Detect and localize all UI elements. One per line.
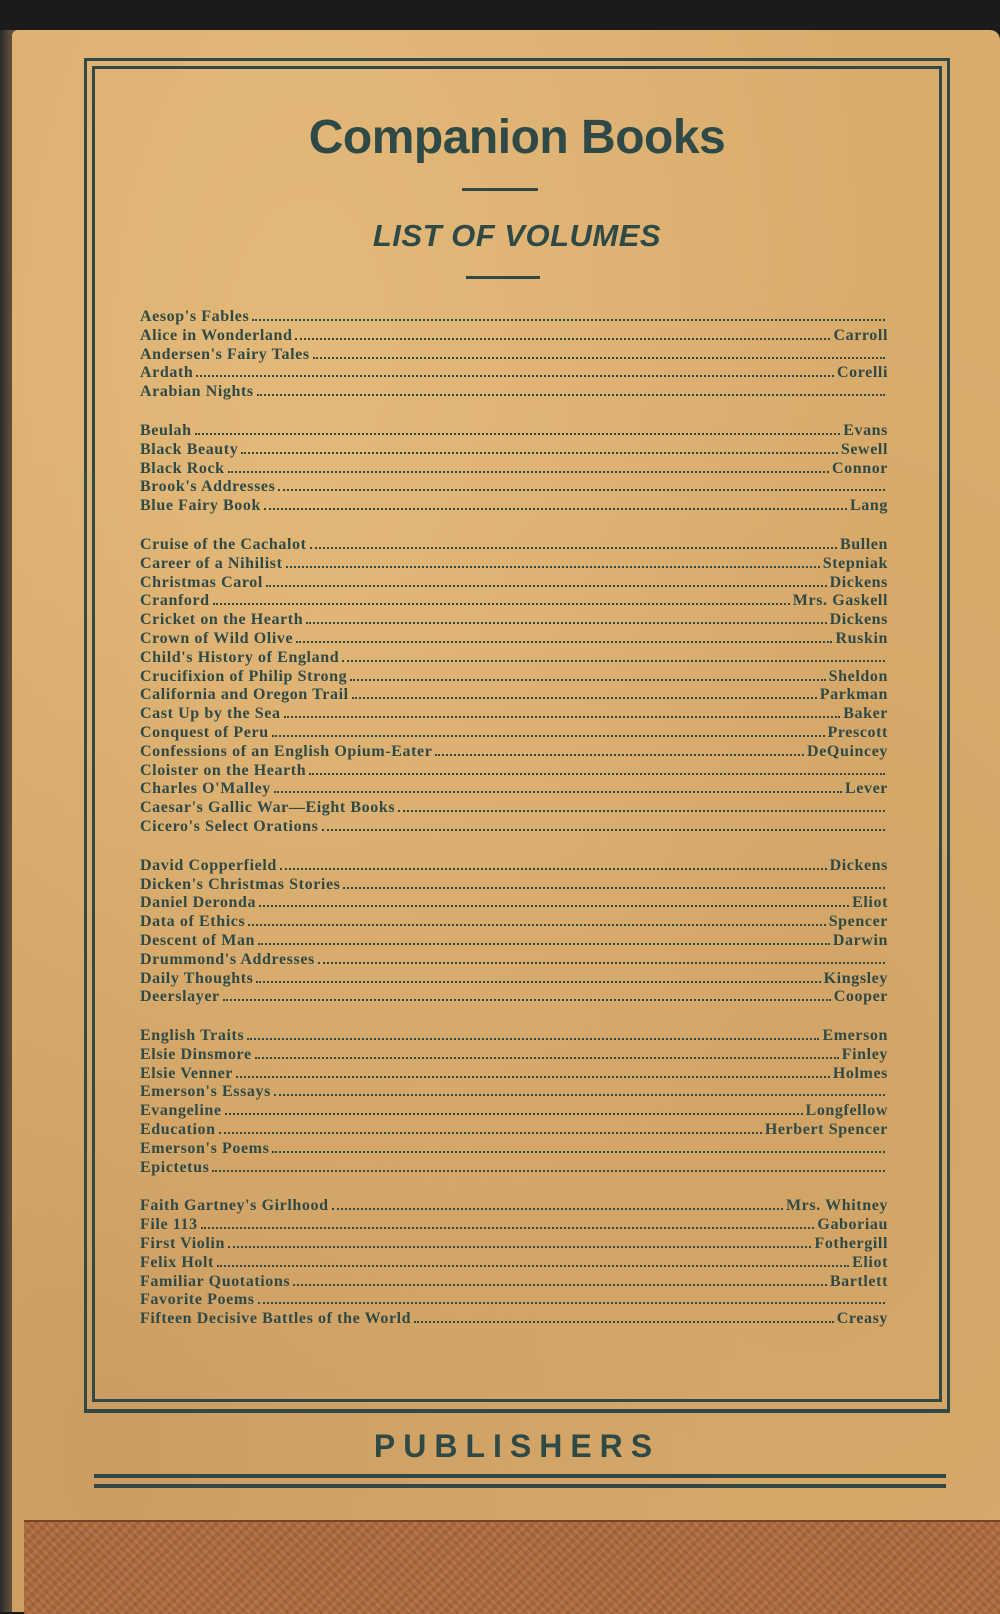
volume-author: Creasy	[836, 1310, 888, 1328]
volume-title: Education	[140, 1121, 216, 1139]
volume-title: File 113	[140, 1216, 198, 1234]
volume-title: Christmas Carol	[140, 573, 263, 591]
list-item	[140, 857, 888, 876]
list-item	[140, 327, 888, 346]
dot-leader	[352, 697, 817, 699]
list-item	[140, 460, 888, 479]
volume-author: DeQuincey	[807, 742, 888, 760]
volume-title: Andersen's Fairy Tales	[140, 345, 310, 363]
volume-author: Mrs. Whitney	[785, 1197, 888, 1215]
volume-title: Crown of Wild Olive	[140, 629, 294, 647]
volume-title: Cranford	[140, 592, 210, 610]
volume-title: Deerslayer	[140, 988, 220, 1006]
list-item	[140, 383, 888, 402]
list-item	[140, 574, 888, 593]
volume-author: Kingsley	[823, 969, 888, 987]
list-item	[140, 308, 888, 327]
dot-leader	[398, 810, 885, 812]
volume-list	[140, 308, 888, 1349]
volume-title: David Copperfield	[140, 856, 277, 874]
volume-author: Sewell	[840, 440, 888, 458]
list-item	[140, 1065, 888, 1084]
dot-leader	[217, 1265, 849, 1267]
list-item	[140, 988, 888, 1007]
volume-title: Caesar's Gallic War—Eight Books	[140, 799, 396, 817]
volume-title: Black Rock	[140, 459, 225, 477]
volume-title: Daniel Deronda	[140, 894, 257, 912]
list-item	[140, 951, 888, 970]
dot-leader	[223, 999, 831, 1001]
volume-title: Cricket on the Hearth	[140, 611, 304, 629]
volume-author: Holmes	[832, 1064, 888, 1082]
volume-title: Emerson's Essays	[140, 1083, 271, 1101]
dot-leader	[272, 1151, 885, 1153]
dot-leader	[195, 433, 841, 435]
dot-leader	[236, 1076, 830, 1078]
list-item	[140, 1046, 888, 1065]
dot-leader	[274, 791, 842, 793]
publishers-label: PUBLISHERS	[373, 1428, 661, 1464]
list-item	[140, 592, 888, 611]
dot-leader	[266, 585, 827, 587]
dot-leader	[196, 375, 834, 377]
volume-author: Bullen	[839, 535, 888, 553]
list-subtitle: LIST OF VOLUMES	[372, 218, 662, 253]
list-item	[140, 611, 888, 630]
list-item	[140, 1140, 888, 1159]
dot-leader	[228, 471, 829, 473]
volume-title: California and Oregon Trail	[140, 686, 349, 704]
volume-title: Elsie Venner	[140, 1064, 233, 1082]
volume-author: Dickens	[829, 856, 888, 874]
volume-title: Brook's Addresses	[140, 478, 276, 496]
dot-leader	[259, 905, 849, 907]
dot-leader	[278, 489, 885, 491]
volume-title: Cloister on the Hearth	[140, 761, 307, 779]
list-item	[140, 724, 888, 743]
volume-author: Eliot	[852, 1253, 888, 1271]
dot-leader	[225, 1113, 803, 1115]
list-item	[140, 1121, 888, 1140]
volume-group	[140, 308, 888, 402]
volume-author: Eliot	[852, 894, 888, 912]
dot-leader	[286, 566, 820, 568]
dot-leader	[332, 1208, 783, 1210]
list-item	[140, 668, 888, 687]
dot-leader	[272, 735, 825, 737]
volume-title: Cast Up by the Sea	[140, 705, 281, 723]
volume-title: Drummond's Addresses	[140, 950, 315, 968]
volume-author: Emerson	[822, 1027, 888, 1045]
volume-title: Daily Thoughts	[140, 969, 254, 987]
dot-leader	[228, 1246, 811, 1248]
volume-title: Arabian Nights	[140, 383, 254, 401]
volume-title: Data of Ethics	[140, 913, 246, 931]
dot-leader	[274, 1094, 885, 1096]
volume-title: Child's History of England	[140, 648, 340, 666]
volume-author: Corelli	[836, 364, 888, 382]
dot-leader	[264, 508, 847, 510]
volume-title: Beulah	[140, 421, 192, 439]
volume-author: Fothergill	[814, 1235, 888, 1253]
volume-author: Lang	[850, 497, 888, 515]
volume-title: Cicero's Select Orations	[140, 817, 319, 835]
volume-title: Emerson's Poems	[140, 1139, 270, 1157]
list-item	[140, 743, 888, 762]
volume-author: Spencer	[828, 913, 888, 931]
list-item	[140, 478, 888, 497]
volume-title: English Traits	[140, 1027, 245, 1045]
dot-leader	[247, 1038, 819, 1040]
volume-author: Evans	[843, 421, 888, 439]
dot-leader	[280, 868, 827, 870]
dot-leader	[350, 679, 825, 681]
volume-title: Faith Gartney's Girlhood	[140, 1197, 329, 1215]
dot-leader	[296, 641, 832, 643]
volume-author: Dickens	[829, 611, 888, 629]
list-item	[140, 932, 888, 951]
volume-title: Familiar Quotations	[140, 1272, 291, 1290]
volume-title: Cruise of the Cachalot	[140, 535, 307, 553]
dot-leader	[309, 773, 885, 775]
dot-leader	[255, 1057, 839, 1059]
volume-group	[140, 536, 888, 837]
list-item	[140, 1235, 888, 1254]
list-item	[140, 705, 888, 724]
volume-title: Epictetus	[140, 1158, 210, 1176]
volume-author: Dickens	[829, 573, 888, 591]
volume-title: Aesop's Fables	[140, 308, 250, 325]
volume-author: Darwin	[832, 931, 888, 949]
volume-group	[140, 857, 888, 1007]
list-item	[140, 686, 888, 705]
list-item	[140, 630, 888, 649]
list-item	[140, 1216, 888, 1235]
list-item	[140, 762, 888, 781]
volume-group	[140, 1197, 888, 1329]
volume-title: Felix Holt	[140, 1253, 214, 1271]
list-item	[140, 1197, 888, 1216]
volume-author: Stepniak	[822, 554, 888, 572]
footer-rule-bottom	[94, 1484, 946, 1488]
dot-leader	[295, 338, 830, 340]
volume-author: Parkman	[819, 686, 888, 704]
volume-title: Crucifixion of Philip Strong	[140, 667, 348, 685]
volume-author: Sheldon	[828, 667, 888, 685]
dot-leader	[293, 1284, 827, 1286]
title-rule	[462, 188, 538, 191]
list-item	[140, 346, 888, 365]
volume-author: Mrs. Gaskell	[792, 592, 888, 610]
dot-leader	[219, 1132, 762, 1134]
list-item	[140, 913, 888, 932]
dot-leader	[306, 622, 826, 624]
dot-leader	[257, 394, 885, 396]
list-item	[140, 970, 888, 989]
list-item	[140, 1273, 888, 1292]
volume-author: Carroll	[833, 326, 888, 344]
list-item	[140, 649, 888, 668]
volume-title: Blue Fairy Book	[140, 497, 262, 515]
list-item	[140, 555, 888, 574]
volume-title: Descent of Man	[140, 931, 256, 949]
volume-group	[140, 422, 888, 516]
volume-title: Evangeline	[140, 1102, 222, 1120]
dot-leader	[310, 547, 837, 549]
list-item	[140, 422, 888, 441]
list-item	[140, 894, 888, 913]
volume-author: Baker	[843, 705, 888, 723]
volume-author: Prescott	[827, 723, 888, 741]
volume-title: Ardath	[140, 364, 194, 382]
volume-title: First Violin	[140, 1235, 225, 1253]
page-title: Companion Books	[308, 111, 726, 164]
volume-author: Cooper	[833, 988, 888, 1006]
dot-leader	[201, 1227, 815, 1229]
dot-leader	[313, 357, 885, 359]
dot-leader	[258, 943, 830, 945]
leather-cover-strip	[24, 1520, 1000, 1614]
volume-title: Alice in Wonderland	[140, 326, 293, 344]
volume-author: Ruskin	[835, 629, 888, 647]
volume-title: Elsie Dinsmore	[140, 1045, 252, 1063]
dot-leader	[322, 829, 885, 831]
dot-leader	[212, 1170, 885, 1172]
list-item	[140, 1159, 888, 1178]
list-item	[140, 497, 888, 516]
list-item	[140, 1291, 888, 1310]
list-item	[140, 1083, 888, 1102]
volume-author: Finley	[841, 1045, 888, 1063]
list-item	[140, 818, 888, 837]
volume-group	[140, 1027, 888, 1177]
volume-author: Bartlett	[829, 1272, 888, 1290]
list-item	[140, 780, 888, 799]
list-item	[140, 536, 888, 555]
subtitle-rule	[466, 276, 540, 279]
dot-leader	[241, 452, 838, 454]
volume-title: Dicken's Christmas Stories	[140, 875, 341, 893]
dot-leader	[284, 716, 841, 718]
dot-leader	[435, 754, 804, 756]
dot-leader	[258, 1302, 885, 1304]
dot-leader	[248, 924, 825, 926]
dot-leader	[342, 660, 885, 662]
list-item	[140, 876, 888, 895]
list-item	[140, 799, 888, 818]
volume-author: Gaboriau	[817, 1216, 888, 1234]
volume-title: Career of a Nihilist	[140, 554, 283, 572]
dot-leader	[213, 603, 790, 605]
dot-leader	[252, 319, 885, 321]
dot-leader	[318, 962, 885, 964]
dot-leader	[414, 1321, 834, 1323]
volume-author: Connor	[831, 459, 888, 477]
list-item	[140, 441, 888, 460]
volume-title: Black Beauty	[140, 440, 239, 458]
list-item	[140, 1310, 888, 1329]
dot-leader	[343, 887, 885, 889]
list-item	[140, 364, 888, 383]
volume-author: Longfellow	[805, 1102, 888, 1120]
list-item	[140, 1027, 888, 1046]
list-item	[140, 1102, 888, 1121]
volume-title: Conquest of Peru	[140, 723, 269, 741]
dot-leader	[256, 981, 820, 983]
volume-author: Herbert Spencer	[764, 1121, 888, 1139]
volume-title: Favorite Poems	[140, 1291, 255, 1309]
footer-rule-top	[94, 1474, 946, 1478]
list-item	[140, 1254, 888, 1273]
volume-title: Charles O'Malley	[140, 780, 271, 798]
volume-title: Confessions of an English Opium-Eater	[140, 742, 433, 760]
volume-title: Fifteen Decisive Battles of the World	[140, 1310, 412, 1328]
volume-author: Lever	[845, 780, 888, 798]
